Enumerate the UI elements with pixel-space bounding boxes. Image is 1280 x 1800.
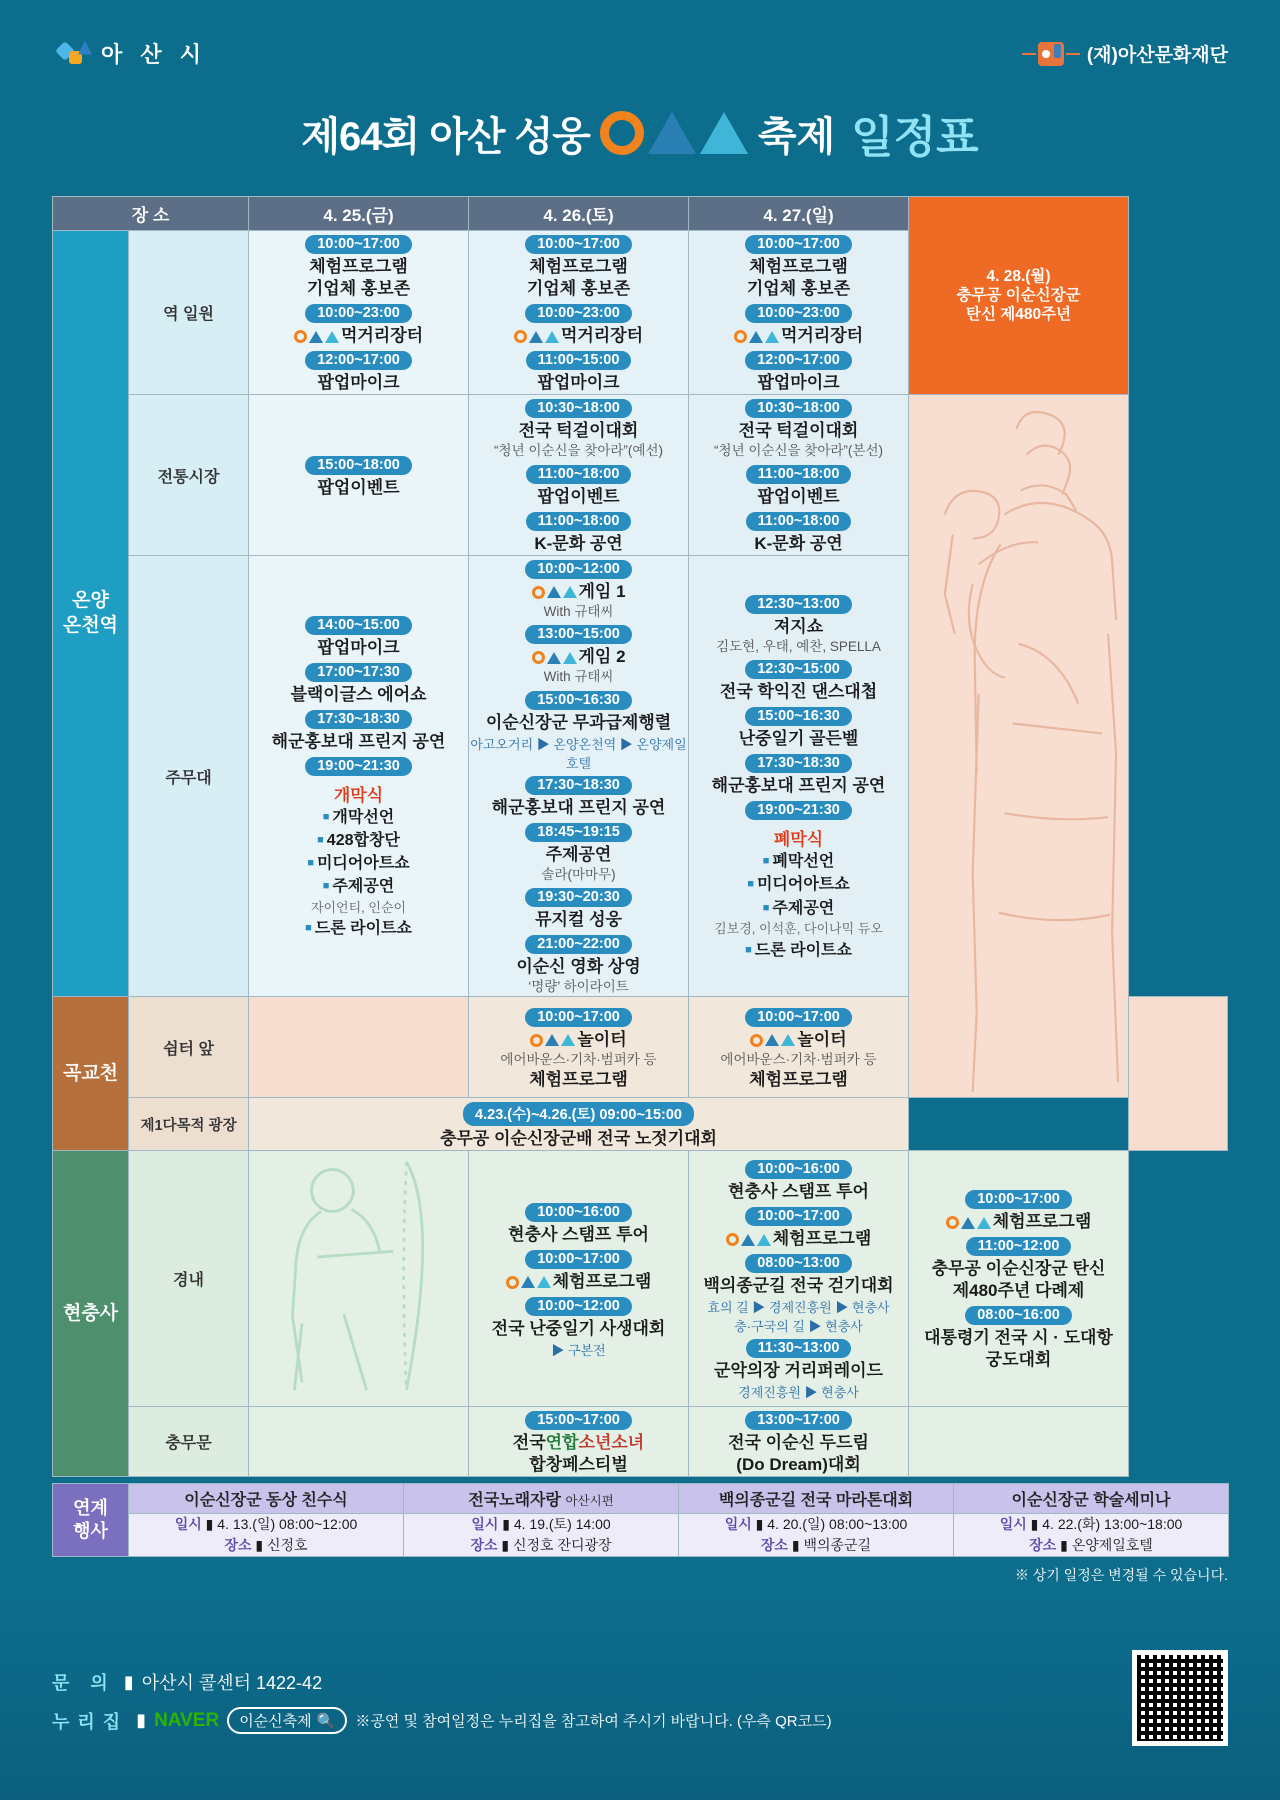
asan-logo-label: 아 산 시: [101, 42, 207, 67]
cell-stage-fri: 14:00~15:00 팝업마이크 17:00~17:30 블랙이글스 에어쇼 17:30~18:30 해군홍보대 프린지 공연 19:00~21:30 개막식 ■ 개막선언 ■ 428합창단 ■ 미디어아트쇼 ■ 주제공연 자이언티, 인순이 ■ 드론 라이트쇼: [249, 555, 469, 997]
sub-plaza1: 제1다목적 광장: [129, 1098, 249, 1151]
footer-sep-2: ▮: [136, 1710, 147, 1730]
cell-precinct-fri: [249, 1151, 469, 1407]
cell-precinct-sat: 10:00~16:00 현충사 스탬프 투어 10:00~17:00 체험프로그램 10:00~12:00 전국 난중일기 사생대회 ▶ 구본전: [469, 1151, 689, 1407]
footer-contact-row: [52, 1669, 832, 1695]
col-header-sat: 4. 26.(토): [469, 197, 689, 231]
cell-shelter-sun: 10:00~17:00 놀이터 에어바운스·기차·범퍼카 등 체험프로그램: [689, 997, 909, 1098]
col-header-place: 장 소: [53, 197, 249, 231]
cell-station-fri: 10:00~17:00 체험프로그램 기업체 홍보존 10:00~23:00 먹거리장터 12:00~17:00 팝업마이크: [249, 231, 469, 395]
linked-event-title-0: 이순신장군 동상 친수식: [129, 1484, 404, 1514]
cell-plaza-span: 4.23.(수)~4.26.(토) 09:00~15:00 충무공 이순신장군배 전국 노젓기대회: [249, 1098, 909, 1151]
footer-contact-value: 아산시 콜센터 1422-42: [141, 1673, 323, 1693]
mon-line3: 탄신 제480주년: [965, 306, 1072, 324]
foundation-logo-icon: [1022, 41, 1080, 67]
cell-shelter-mon: [1129, 997, 1228, 1151]
title-part-2: 축제: [757, 114, 836, 159]
mon-line2: 충무공 이순신장군: [956, 287, 1081, 304]
asan-city-logo: [58, 38, 207, 69]
mon-date: 4. 28.(월): [986, 267, 1051, 285]
footer-footnote: ※공연 및 참여일정은 누리집을 참고하여 주시기 바랍니다. (우측 QR코드): [355, 1713, 832, 1730]
title-part-3: 일정표: [851, 113, 979, 162]
table-header-row: [53, 197, 1228, 231]
linked-event-title-1: 전국노래자랑 아산시편: [404, 1484, 679, 1514]
linked-events-label: 연계 행사: [53, 1484, 129, 1557]
qr-code[interactable]: [1132, 1650, 1228, 1746]
cell-station-sat: 10:00~17:00 체험프로그램 기업체 홍보존 10:00~23:00 먹거리장터 11:00~15:00 팝업마이크: [469, 231, 689, 395]
disclaimer: ※ 상기 일정은 변경될 수 있습니다.: [1014, 1567, 1228, 1584]
schedule-sheet: [52, 196, 1228, 1585]
footer: [52, 1650, 1228, 1746]
sub-precinct: 경내: [129, 1151, 249, 1407]
cell-precinct-sun: 10:00~16:00 현충사 스탬프 투어 10:00~17:00 체험프로그램 08:00~13:00 백의종군길 전국 걷기대회 효의 길 ▶ 경제진흥원 ▶ 현충사 충·구국의 길 ▶ 현충사 11:30~13:00 군악의장 거리퍼레이드 경제진흥원 ▶ 현충사: [689, 1151, 909, 1407]
schedule-table: [52, 196, 1228, 1477]
top-bar: [0, 0, 1280, 95]
sub-shelter-front: 쉼터 앞: [129, 997, 249, 1098]
title-part-1: 제64회 아산 성웅: [301, 114, 590, 159]
footer-site-row: [52, 1707, 832, 1734]
sub-traditional-market: 전통시장: [129, 395, 249, 556]
cell-shelter-fri: [249, 997, 469, 1098]
table-row: [53, 1098, 1228, 1151]
foundation-logo-label: (재)아산문화재단: [1086, 45, 1228, 66]
yi-sunsin-statue-icon: [909, 395, 1128, 1092]
search-pill[interactable]: [227, 1707, 347, 1734]
cell-stage-sun: 12:30~13:00 져지쇼 김도현, 우태, 예찬, SPELLA 12:30~15:00 전국 학익진 댄스대첩 15:00~16:30 난중일기 골든벨 17:30~18:30 해군홍보대 프린지 공연 19:00~21:30 폐막식 ■ 폐막선언 ■ 미디어아트쇼 ■ 주제공연 김보경, 이석훈, 다이나믹 듀오 ■ 드론 라이트쇼: [689, 555, 909, 997]
table-row: [53, 395, 1228, 556]
group-hyeonchungsa: 현충사: [53, 1151, 129, 1477]
cell-market-sun: 10:30~18:00 전국 턱걸이대회 “청년 이순신을 찾아라”(본선) 11:00~18:00 팝업이벤트 11:00~18:00 K-문화 공연: [689, 395, 909, 556]
group-gokgyocheon: 곡교천: [53, 997, 129, 1151]
linked-event-title-3: 이순신장군 학술세미나: [954, 1484, 1229, 1514]
cell-stage-sat: 10:00~12:00 게임 1 With 규태씨 13:00~15:00 게임 2 With 규태씨 15:00~16:30 이순신장군 무과급제행렬 아고오거리 ▶ 온양온천역 ▶ 온양제일호텔 17:30~18:30 해군홍보대 프린지 공연 18:45~19:15 주제공연 솔라(마마무) 19:30~20:30 뮤지컬 성웅 21:00~22:00 이순신 영화 상영 ‘명량’ 하이라이트: [469, 555, 689, 997]
monday-illustration: [909, 395, 1129, 1098]
footer-contact-label: 문 의: [52, 1673, 116, 1693]
naver-logo: NAVER: [154, 1709, 220, 1731]
search-term: 이순신축제: [239, 1713, 312, 1730]
table-row: [53, 1407, 1228, 1477]
cell-market-fri: 15:00~18:00 팝업이벤트: [249, 395, 469, 556]
foundation-logo: [1022, 40, 1228, 67]
linked-event-detail-0: 일시 ▮ 4. 13.(일) 08:00~12:00 장소 ▮ 신정호: [129, 1514, 404, 1557]
cell-chungmumun-sun: 13:00~17:00 전국 이순신 두드림 (Do Dream)대회: [689, 1407, 909, 1477]
asan-logo-icon: [58, 41, 92, 67]
cell-chungmumun-sat: 15:00~17:00 전국연합소년소녀 합창페스티벌: [469, 1407, 689, 1477]
page-title: [0, 101, 1280, 165]
sub-chungmumun: 충무문: [129, 1407, 249, 1477]
cell-chungmumun-fri: [249, 1407, 469, 1477]
search-icon: 🔍: [316, 1712, 336, 1730]
cell-chungmumun-mon: [909, 1407, 1129, 1477]
footer-site-label: 누리집: [52, 1711, 129, 1732]
linked-event-title-2: 백의종군길 전국 마라톤대회: [679, 1484, 954, 1514]
linked-events-table: [52, 1483, 1229, 1557]
footer-sep: ▮: [123, 1671, 134, 1692]
linked-events-body-row: [53, 1514, 1229, 1557]
col-header-mon: [909, 197, 1129, 395]
cell-shelter-sat: 10:00~17:00 놀이터 에어바운스·기차·범퍼카 등 체험프로그램: [469, 997, 689, 1098]
cell-station-sun: 10:00~17:00 체험프로그램 기업체 홍보존 10:00~23:00 먹거리장터 12:00~17:00 팝업마이크: [689, 231, 909, 395]
sub-main-stage: 주무대: [129, 555, 249, 997]
linked-event-detail-2: 일시 ▮ 4. 20.(일) 08:00~13:00 장소 ▮ 백의종군길: [679, 1514, 954, 1557]
col-header-fri: 4. 25.(금): [249, 197, 469, 231]
archer-illustration-icon: [264, 1151, 454, 1401]
linked-event-detail-1: 일시 ▮ 4. 19.(토) 14:00 장소 ▮ 신정호 잔디광장: [404, 1514, 679, 1557]
linked-event-detail-3: 일시 ▮ 4. 22.(화) 13:00~18:00 장소 ▮ 온양제일호텔: [954, 1514, 1229, 1557]
col-header-sun: 4. 27.(일): [689, 197, 909, 231]
cell-precinct-mon: 10:00~17:00 체험프로그램 11:00~12:00 충무공 이순신장군 탄신 제480주년 다례제 08:00~16:00 대통령기 전국 시 · 도대항 궁도대회: [909, 1151, 1129, 1407]
footer-lines: [52, 1669, 832, 1746]
oaa-festival-logo-icon: [600, 111, 748, 155]
sub-station-area: 역 일원: [129, 231, 249, 395]
qr-code-image: [1137, 1655, 1223, 1741]
table-row: [53, 1151, 1228, 1407]
linked-events-header-row: [53, 1484, 1229, 1514]
cell-market-sat: 10:30~18:00 전국 턱걸이대회 “청년 이순신을 찾아라”(예선) 11:00~18:00 팝업이벤트 11:00~18:00 K-문화 공연: [469, 395, 689, 556]
group-onyang: 온양 온천역: [53, 231, 129, 997]
